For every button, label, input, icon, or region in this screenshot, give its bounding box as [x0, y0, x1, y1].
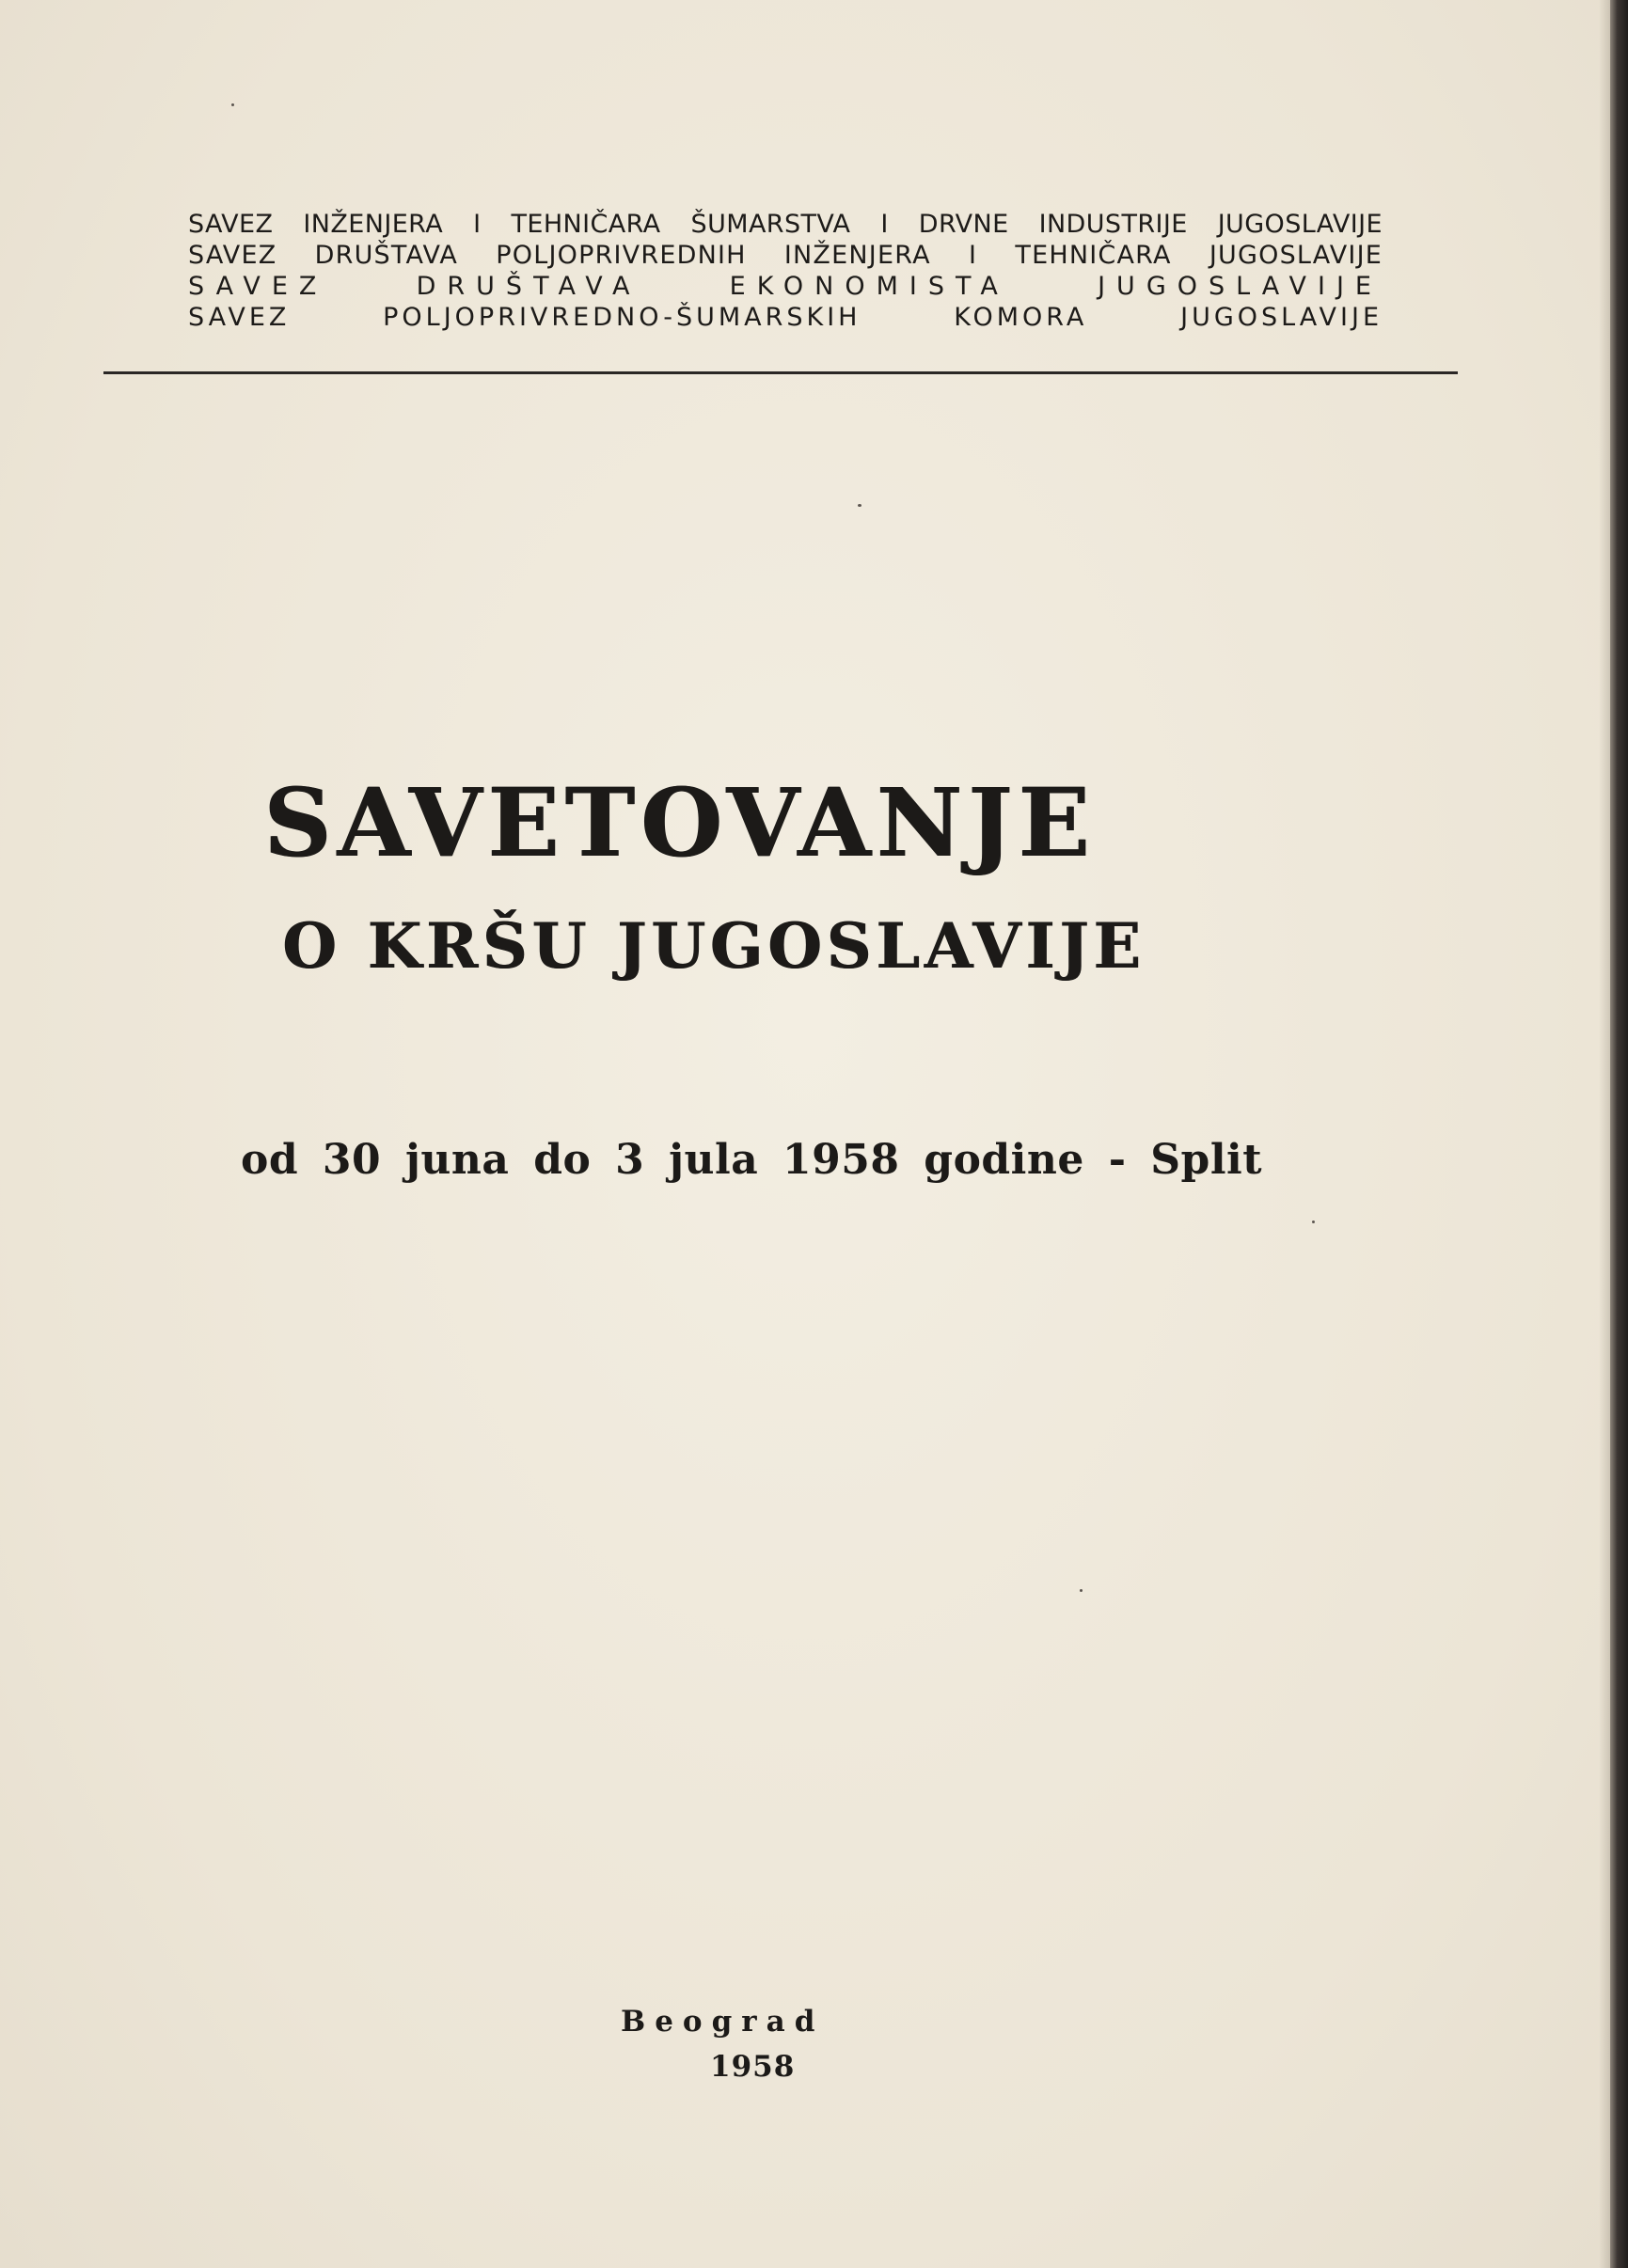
organization-line-1: SAVEZ INŽENJERA I TEHNIČARA ŠUMARSTVA I DRVNE INDUSTRIJE JUGOSLAVIJE: [188, 210, 1383, 239]
paper-speck: [1312, 1221, 1315, 1223]
document-title: SAVETOVANJE: [263, 767, 1096, 878]
organization-line-4: SAVEZ POLJOPRIVREDNO-ŠUMARSKIH KOMORA JUGOSLAVIJE: [188, 303, 1383, 332]
header-divider: [103, 371, 1458, 374]
organizations-header: [188, 209, 1383, 333]
publication-city: Beograd: [621, 2005, 825, 2039]
publication-year: 1958: [710, 2050, 796, 2084]
event-dates: od 30 juna do 3 jula 1958 godine - Split: [241, 1136, 1263, 1184]
paper-speck: [858, 504, 861, 507]
organization-line-3: SAVEZ DRUŠTAVA EKONOMISTA JUGOSLAVIJE: [188, 272, 1383, 301]
book-spine-shadow: [1610, 0, 1628, 2268]
paper-speck: [1080, 1589, 1083, 1592]
page-edge-shading: [1599, 0, 1610, 2268]
organization-line-2: SAVEZ DRUŠTAVA POLJOPRIVREDNIH INŽENJERA I TEHNIČARA JUGOSLAVIJE: [188, 241, 1383, 270]
paper-speck: [231, 103, 234, 106]
document-subtitle: O KRŠU JUGOSLAVIJE: [282, 909, 1146, 983]
